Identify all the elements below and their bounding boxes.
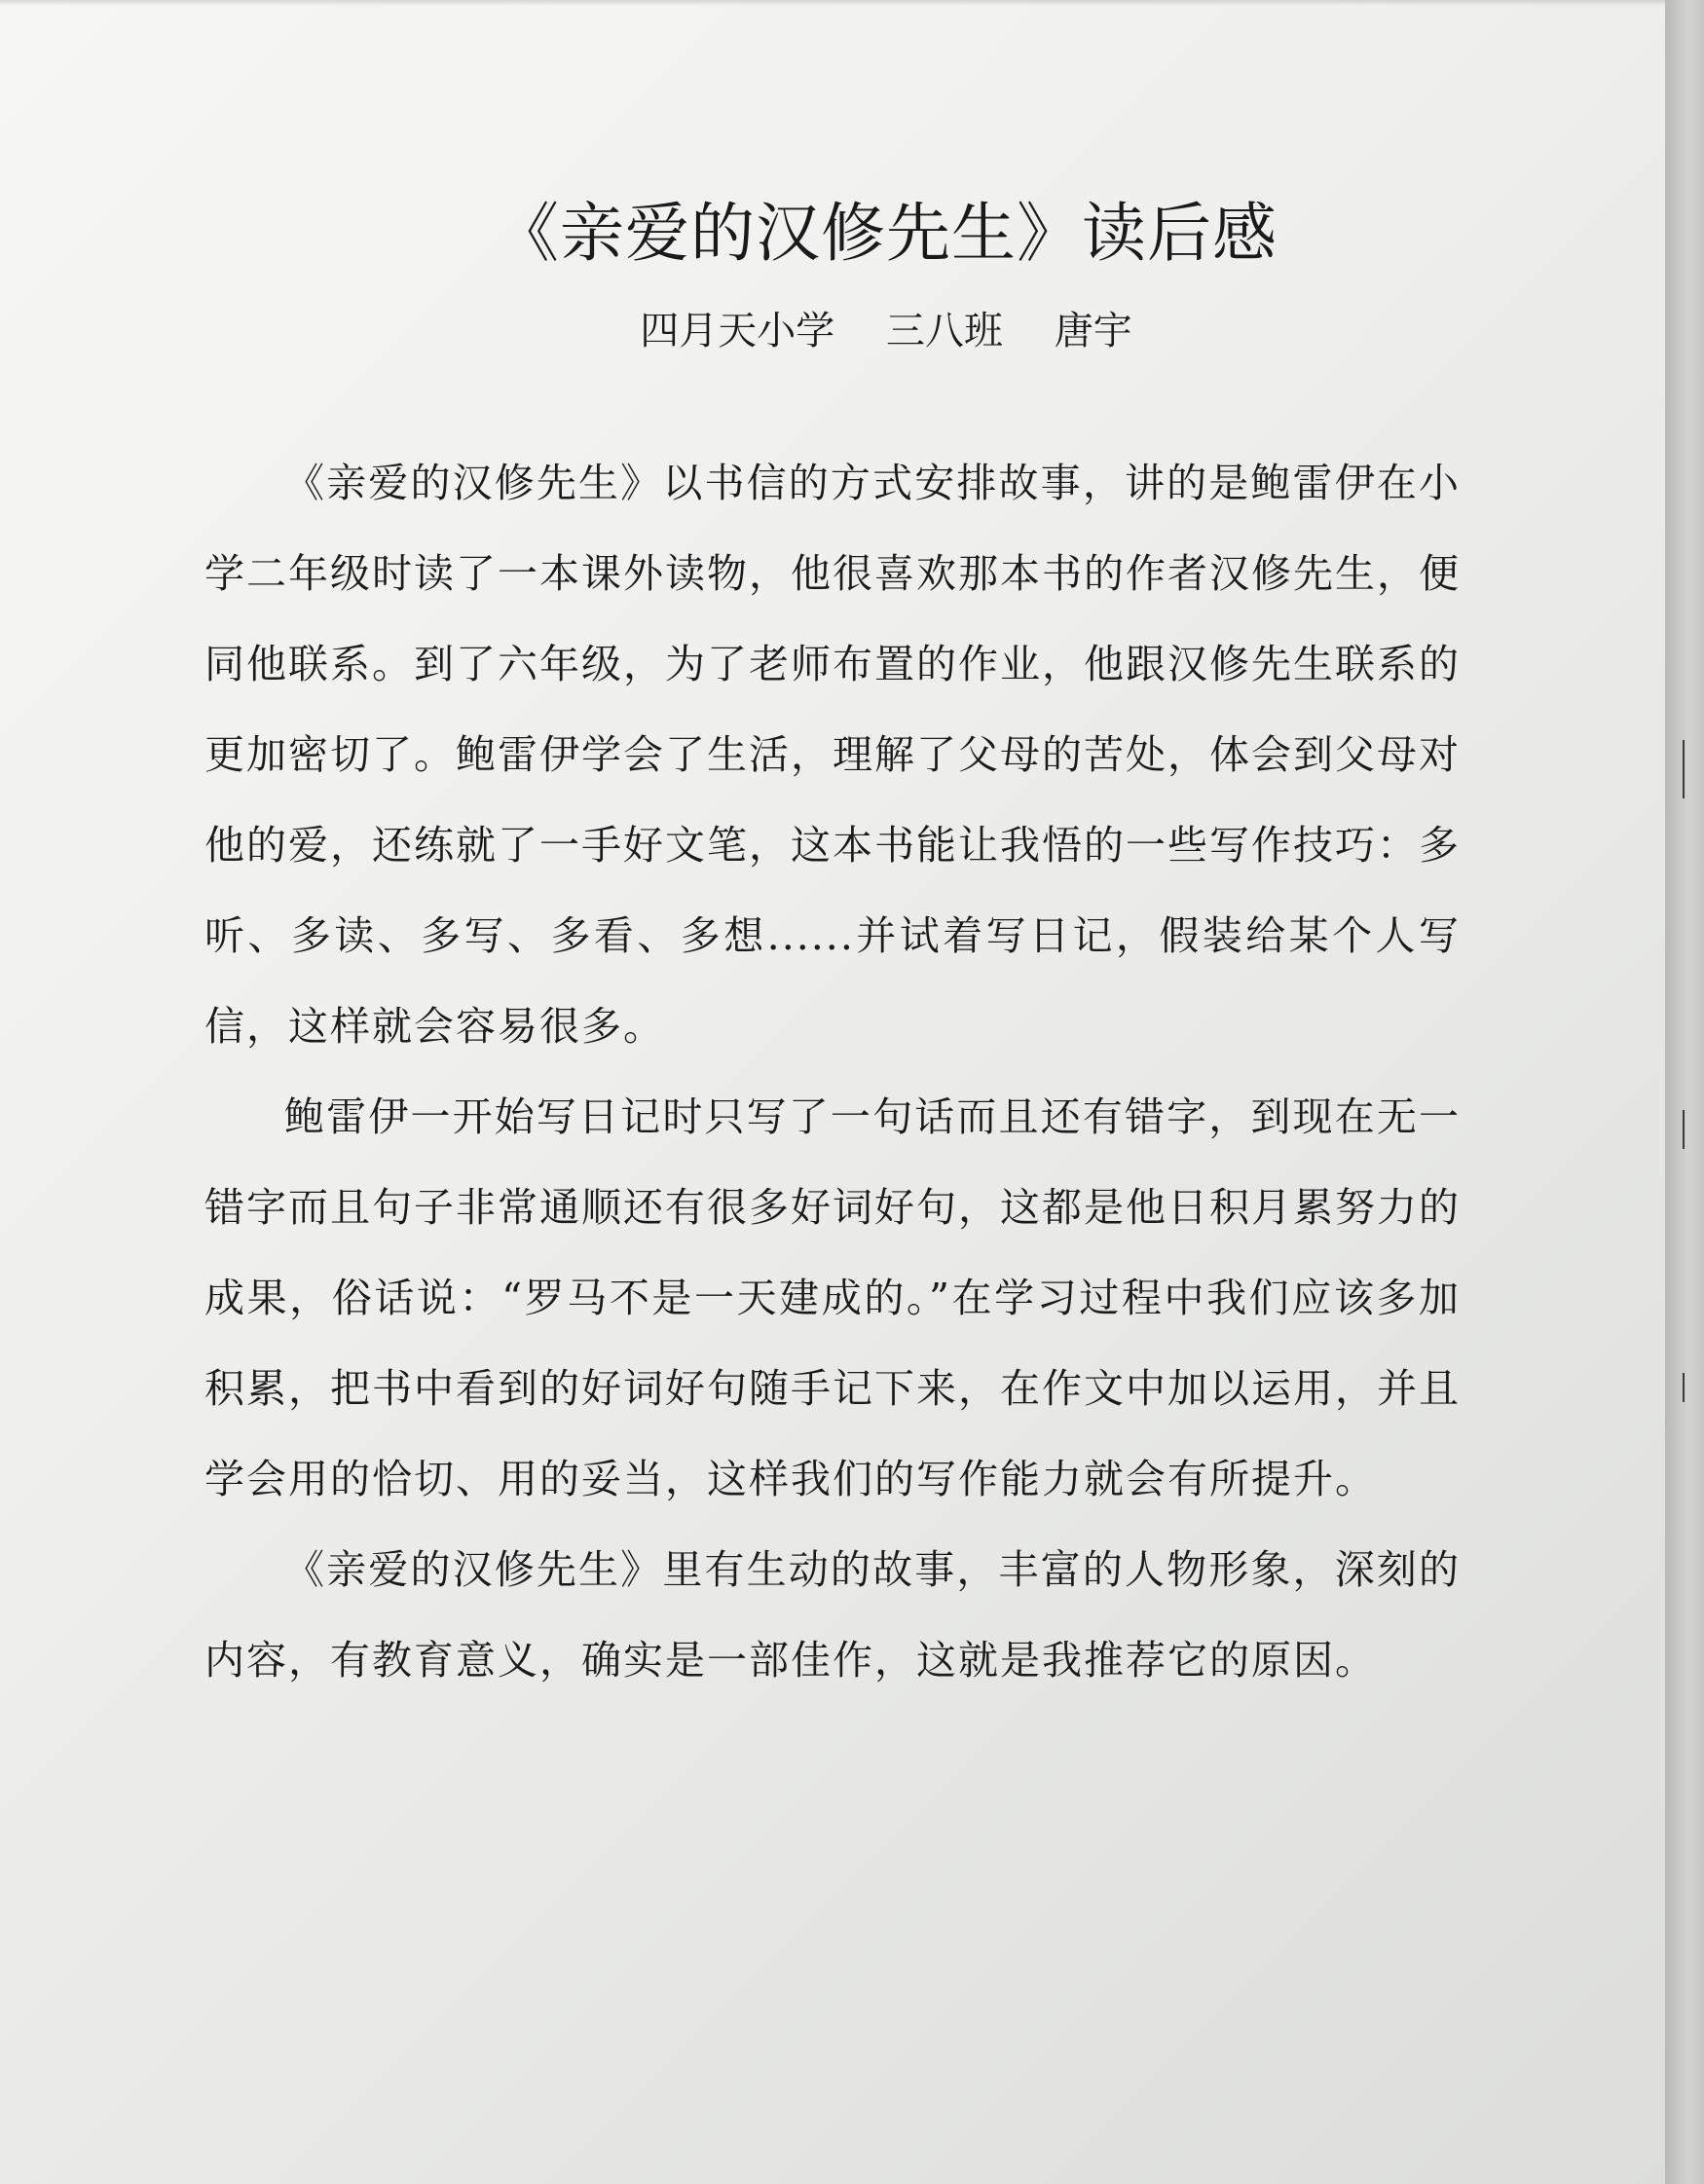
paper-top-shadow bbox=[0, 0, 1692, 6]
author-name: 唐宇 bbox=[1054, 309, 1132, 353]
document-title: 《亲爱的汉修先生》读后感 bbox=[495, 196, 1278, 271]
essay-text bbox=[204, 438, 1461, 1706]
background-notebook-edge bbox=[1665, 0, 1704, 2184]
edge-mark bbox=[1683, 1373, 1685, 1402]
paragraph-2: 鲍雷伊一开始写日记时只写了一句话而且还有错字，到现在无一错字而且句子非常通顺还有很多好词好句，这都是他日积月累努力的成果，俗话说：“罗马不是一天建成的。”在学习过程中我们应该多加积累，把书中看到的好词好句随手记下来，在作文中加以运用，并且学会用的恰切、用的妥当，这样我们的写作能力就会有所提升。 bbox=[204, 1093, 1461, 1502]
document-body bbox=[204, 195, 1461, 1706]
school-name: 四月天小学 bbox=[640, 309, 835, 353]
author-byline bbox=[204, 302, 1461, 360]
edge-mark bbox=[1683, 740, 1685, 798]
paragraph-1: 《亲爱的汉修先生》以书信的方式安排故事，讲的是鲍雷伊在小学二年级时读了一本课外读物，他很喜欢那本书的作者汉修先生，便同他联系。到了六年级，为了老师布置的作业，他跟汉修先生联系的更加密切了。鲍雷伊学会了生活，理解了父母的苦处，体会到父母对他的爱，还练就了一手好文笔，这本书能让我悟的一些写作技巧：多听、多读、多写、多看、多想......并试着写日记，假装给某个人写信，这样就会容易很多。 bbox=[204, 460, 1461, 1050]
paragraph-3: 《亲爱的汉修先生》里有生动的故事，丰富的人物形象，深刻的内容，有教育意义，确实是一部佳作，这就是我推荐它的原因。 bbox=[204, 1546, 1461, 1684]
class-name: 三八班 bbox=[886, 309, 1003, 353]
edge-mark bbox=[1683, 1110, 1685, 1149]
